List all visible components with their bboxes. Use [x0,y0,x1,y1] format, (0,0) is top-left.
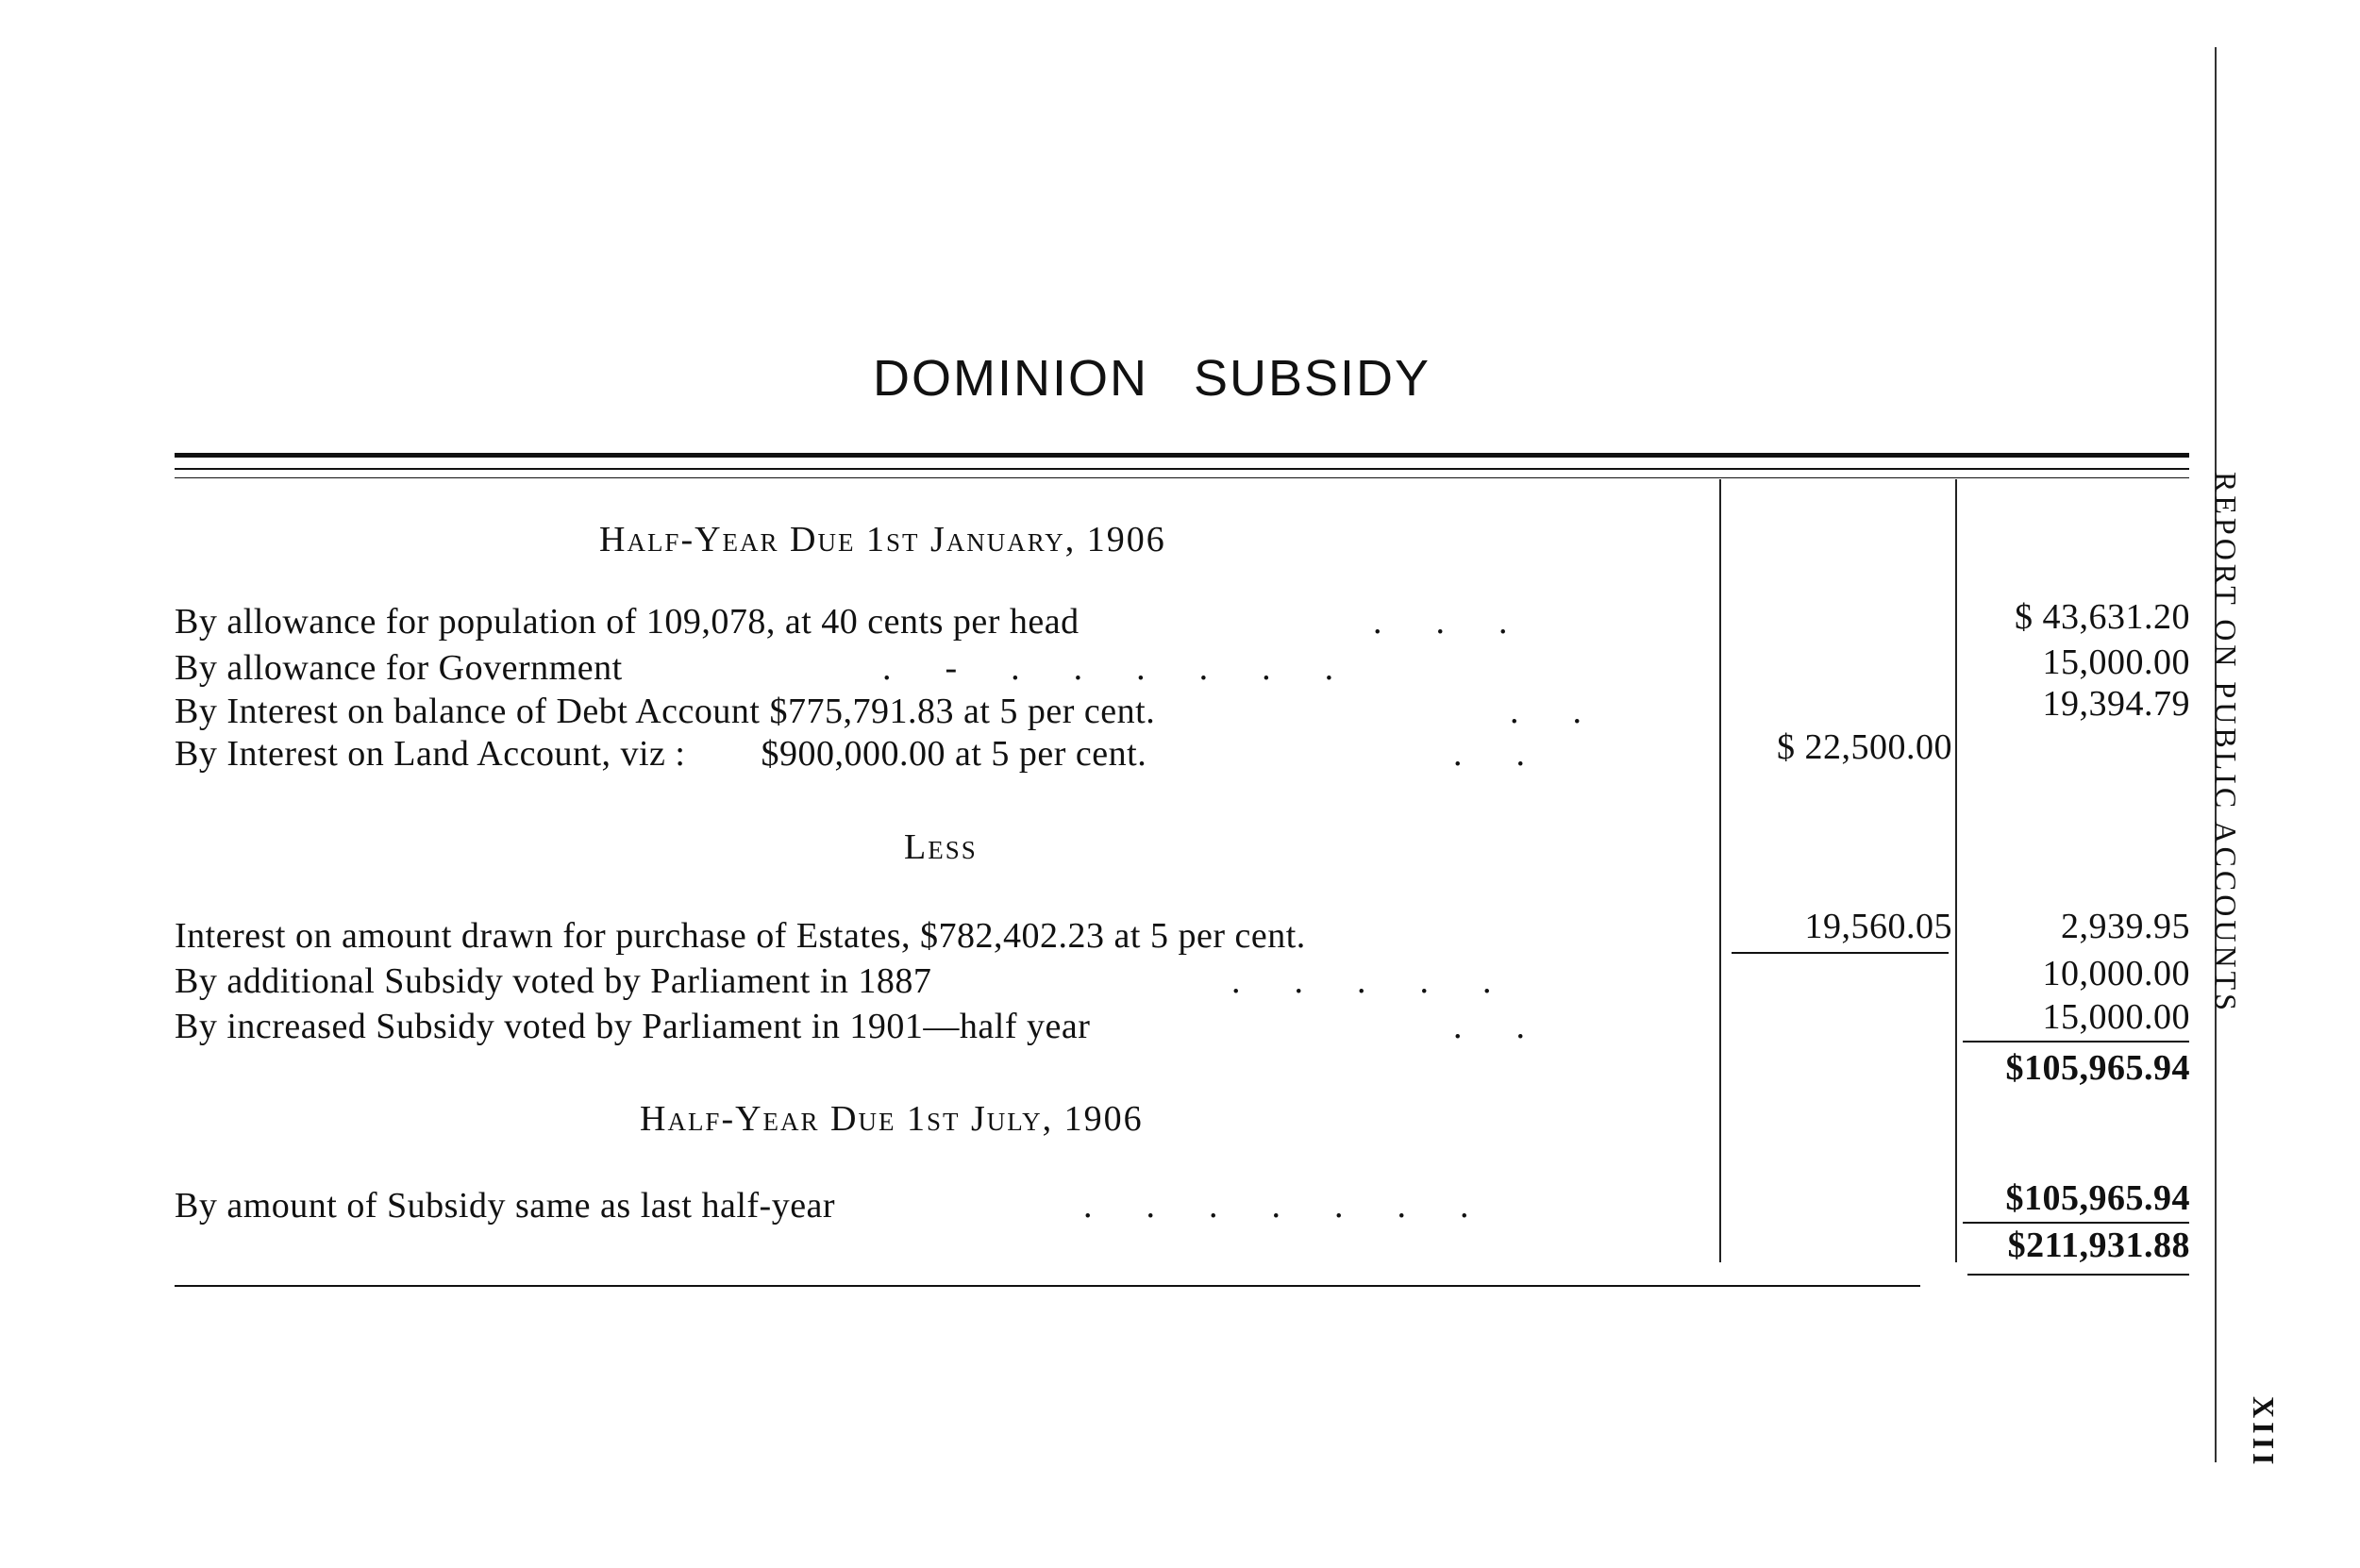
leader-dots: . . [1510,692,1582,731]
ledger-row [175,601,1080,648]
leader-dots: . . [1453,1007,1525,1046]
underline-col1 [1732,952,1949,954]
grand-total-amount: $211,931.88 [2007,1226,2190,1265]
section-heading-july: Half-Year Due 1st July, 1906 [640,1099,1144,1139]
amount-col2: 15,000.00 [2042,642,2190,682]
row-description: By amount of Subsidy same as last half-year [175,1186,836,1226]
top-rule-thin [175,468,2189,470]
leader-dots: . . . [1373,602,1508,642]
subtotal-amount: $105,965.94 [2005,1048,2190,1088]
subtotal-rule [1963,1041,2189,1043]
row-description: By allowance for Government [175,648,623,688]
grand-total-rule [1963,1222,2189,1224]
row-description: By Interest on Land Account, viz : $900,000.00 at 5 per cent. [175,734,1147,774]
page-title [873,349,1533,408]
ledger-row [175,915,1306,962]
amount-col2: 15,000.00 [2042,997,2190,1037]
leader-dots: . . . . . . . [1083,1186,1469,1226]
row-description: By additional Subsidy voted by Parliament in 1887 [175,961,932,1001]
leader-dots: . . [1453,734,1525,774]
column-divider-1 [1719,479,1721,1262]
side-caption: REPORT ON PUBLIC ACCOUNTS [2209,472,2243,1014]
amount-col1: $ 22,500.00 [1777,727,1952,767]
ledger-row [175,1006,1090,1053]
leader-dots: . - . . . . . . [882,648,1334,688]
amount-col2: $ 43,631.20 [2015,597,2190,637]
ledger-row [175,647,623,694]
bottom-rule [175,1285,1920,1287]
leader-dots: . . . . . [1231,961,1492,1001]
bottom-rule-right [1967,1274,2189,1276]
row-description: By allowance for population of 109,078, at 40 cents per head [175,602,1080,642]
column-divider-2 [1955,479,1957,1262]
row-description: By Interest on balance of Debt Account $775,791.83 at 5 per cent. [175,692,1156,731]
less-heading: Less [904,827,978,867]
page-folio: XIII [2247,1396,2281,1469]
ledger-row [175,1185,835,1232]
amount-col2: 10,000.00 [2042,954,2190,993]
amount-col1: 19,560.05 [1804,907,1952,946]
title-word-2: SUBSIDY [1194,350,1431,407]
row-description: By increased Subsidy voted by Parliament in 1901—half year [175,1007,1091,1046]
title-word-1: DOMINION [873,350,1148,407]
row-description: Interest on amount drawn for purchase of Estates, $782,402.23 at 5 per cent. [175,916,1306,956]
ledger-row [175,960,931,1008]
top-rule-thick [175,453,2189,458]
top-rule-thin-2 [175,477,2189,478]
amount-col2: $105,965.94 [2005,1178,2190,1218]
section-heading-january: Half-Year Due 1st January, 1906 [599,520,1166,559]
ledger-row [175,733,1147,780]
amount-col2: 19,394.79 [2042,684,2190,724]
ledger-row [175,691,1155,738]
amount-col2: 2,939.95 [2061,907,2190,946]
